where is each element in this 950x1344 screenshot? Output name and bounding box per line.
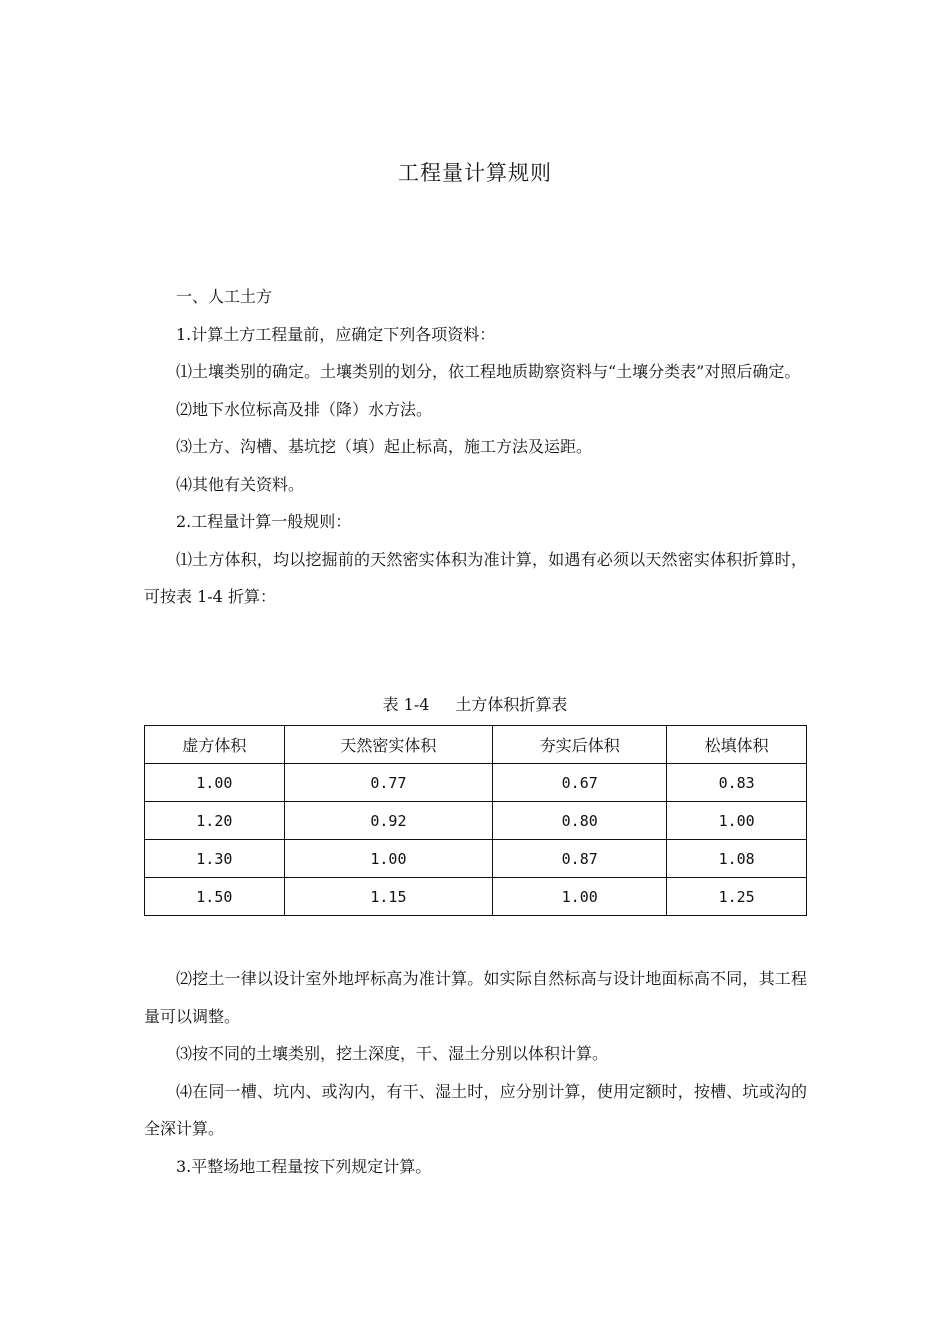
paragraph: ⑷在同一槽、坑内、或沟内，有干、湿土时，应分别计算，使用定额时，按槽、坑或沟的全深计算。: [144, 1081, 807, 1138]
table-cell: 1.08: [667, 840, 807, 878]
table-cell: 1.30: [145, 840, 285, 878]
volume-conversion-table: [144, 725, 807, 916]
table-header-row: [145, 726, 807, 764]
paragraph: ⑴土方体积，均以挖掘前的天然密实体积为准计算，如遇有必须以天然密实体积折算时，可按表 1-4 折算：: [144, 549, 807, 606]
table-cell: 1.20: [145, 802, 285, 840]
paragraph: ⑵地下水位标高及排（降）水方法。: [176, 399, 433, 419]
table-cell: 1.15: [284, 878, 492, 916]
table-header-cell: 夯实后体积: [493, 726, 667, 764]
paragraph: 2.工程量计算一般规则：: [176, 512, 352, 531]
table-caption-number: 表 1-4: [382, 695, 430, 714]
table-cell: 1.50: [145, 878, 285, 916]
paragraph: ⑶土方、沟槽、基坑挖（填）起止标高，施工方法及运距。: [176, 437, 593, 456]
table-caption-title: 土方体积折算表: [455, 695, 568, 714]
table-cell: 0.87: [493, 840, 667, 878]
table-row: [145, 802, 807, 840]
table-caption: [0, 693, 950, 717]
table-cell: 1.00: [667, 802, 807, 840]
paragraph: ⑶按不同的土壤类别，挖土深度，干、湿土分别以体积计算。: [176, 1044, 609, 1063]
table-cell: 1.25: [667, 878, 807, 916]
table-cell: 1.00: [284, 840, 492, 878]
table-header-cell: 虚方体积: [145, 726, 285, 764]
table-cell: 1.00: [145, 764, 285, 802]
table-row: [145, 764, 807, 802]
table-cell: 0.83: [667, 764, 807, 802]
table-cell: 0.77: [284, 764, 492, 802]
table-cell: 0.67: [493, 764, 667, 802]
paragraph: ⑵挖土一律以设计室外地坪标高为准计算。如实际自然标高与设计地面标高不同，其工程量可以调整。: [144, 969, 807, 1026]
table-cell: 1.00: [493, 878, 667, 916]
table-header-cell: 天然密实体积: [284, 726, 492, 764]
table-cell: 0.80: [493, 802, 667, 840]
paragraph: ⑷其他有关资料。: [176, 474, 305, 494]
paragraph: ⑴土壤类别的确定。土壤类别的划分，依工程地质勘察资料与“土壤分类表”对照后确定。: [176, 362, 801, 381]
paragraph: 3.平整场地工程量按下列规定计算。: [176, 1156, 432, 1176]
table-header-cell: 松填体积: [667, 726, 807, 764]
table-row: [145, 840, 807, 878]
heading-manual-earthwork: 一、人工土方: [176, 287, 273, 306]
page-title: 工程量计算规则: [398, 161, 552, 185]
body-section-1: [144, 278, 807, 616]
body-section-2: [144, 960, 807, 1185]
table-cell: 0.92: [284, 802, 492, 840]
paragraph: 1.计算土方工程量前，应确定下列各项资料：: [176, 324, 496, 344]
table-row: [145, 878, 807, 916]
